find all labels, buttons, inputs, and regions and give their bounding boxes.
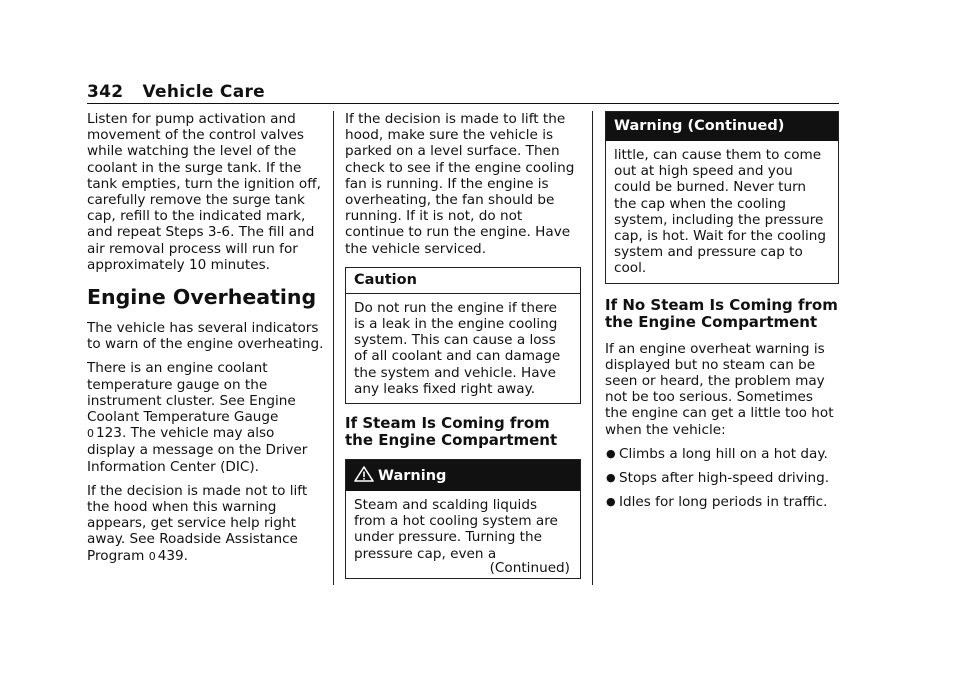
gauge-text: There is an engine coolant temperature gauge on the instrument cluster. See Engine Coolant Temperature Gauge [87, 360, 296, 426]
conditions-list [605, 446, 839, 511]
no-steam-heading: If No Steam Is Coming from the Engine Compartment [605, 295, 838, 331]
no-steam-paragraph: If an engine overheat warning is displayed but no steam can be seen or heard, the problem may not be too serious. Sometimes the engine can get a little too hot when the vehicle: [605, 340, 834, 438]
list-item: ● Stops after high-speed driving. [606, 470, 830, 487]
continued-label: (Continued) [489, 559, 570, 576]
list-item: ● Idles for long periods in traffic. [606, 494, 828, 511]
lift-hood-paragraph: If the decision is made to lift the hood, make sure the vehicle is parked on a level surface. Then check to see if the engine cooling fan is running. If the engine is overheating, the fan should be running. If it is not, do not continue to run the engine. Have the vehicle serviced. [345, 111, 575, 257]
bullet-icon: ● [606, 446, 616, 460]
section-title: Vehicle Care [142, 82, 265, 102]
caution-title: Caution [346, 268, 580, 294]
engine-overheating-heading: Engine Overheating [87, 285, 317, 310]
column-2 [345, 111, 581, 579]
bullet-icon: ● [606, 495, 616, 509]
service-paragraph [87, 483, 325, 565]
indicators-paragraph: The vehicle has several indicators to warn of the engine overheating. [87, 320, 324, 353]
list-item: ● Climbs a long hill on a hot day. [606, 445, 828, 462]
caution-body: Do not run the engine if there is a leak in the engine cooling system. This can cause a loss of all coolant and can damage the system and vehicle. Have any leaks fixed right away. [354, 299, 561, 397]
intro-paragraph: Listen for pump activation and movement of the control valves while watching the level of the coolant in the surge tank. If the tank empties, turn the ignition off, carefully remove the surge tank cap, refill to the indicated mark, and repeat Steps 3-6. The fill and air removal process will run for approximately 10 minutes. [87, 111, 321, 273]
warning-continued-title: Warning (Continued) [606, 112, 838, 141]
warning-body [346, 491, 580, 578]
column-divider [592, 111, 593, 585]
service-text: If the decision is made not to lift the hood when this warning appears, get service help right away. See Roadside Assistance Program [87, 482, 308, 564]
warning-body-text: Steam and scalding liquids from a hot cooling system are under pressure. Turning the pressure cap, even a [354, 497, 558, 562]
page-number: 342 [87, 82, 124, 102]
header-divider [87, 103, 839, 104]
gauge-text-cont: 123. The vehicle may also display a message on the Driver Information Center (DIC). [87, 425, 308, 475]
bullet-icon: ● [606, 471, 616, 485]
warning-triangle-icon [354, 466, 374, 482]
steam-heading: If Steam Is Coming from the Engine Compartment [345, 414, 558, 450]
warning-continued-box [605, 111, 839, 284]
caution-box [345, 267, 581, 404]
page-reference-icon: 0 [148, 549, 156, 563]
page-header [87, 82, 839, 102]
warning-title: Warning [378, 468, 447, 485]
warning-box [345, 459, 581, 579]
column-divider [333, 111, 334, 585]
gauge-paragraph [87, 360, 325, 474]
column-1 [87, 111, 325, 573]
page-reference-icon: 0 [87, 427, 94, 441]
warning-title-bar [346, 460, 580, 491]
warning-continued-body: little, can cause them to come out at high speed and you could be burned. Never turn the cap when the cooling system, including the pressure cap, is hot. Wait for the cooling system and pressure cap to cool. [614, 147, 827, 277]
column-3 [605, 111, 839, 518]
service-page: 439. [157, 547, 188, 564]
